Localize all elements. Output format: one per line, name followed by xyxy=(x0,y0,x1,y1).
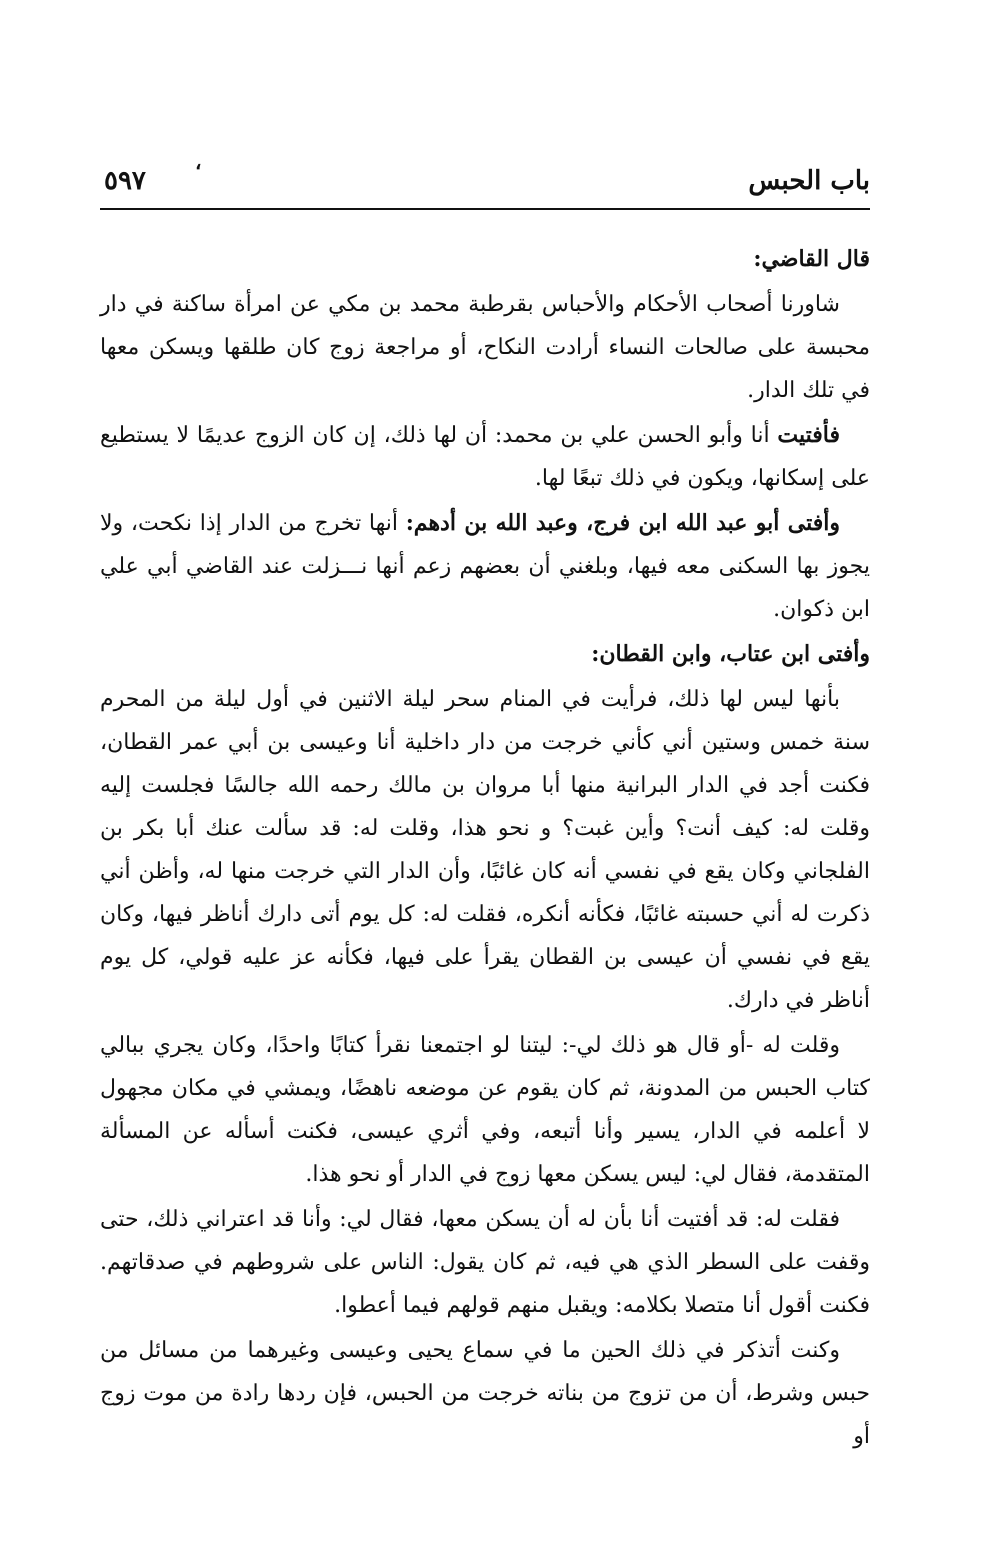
paragraph-fatwa-ibn-faraj xyxy=(100,502,870,631)
paragraph-lead: وأفتى أبو عبد الله ابن فرج، وعبد الله بن أدهم: xyxy=(405,510,840,536)
page-number: ٥٩٧ xyxy=(104,166,146,196)
header-rule xyxy=(100,208,870,210)
paragraph-recollection: وكنت أتذكر في ذلك الحين ما في سماع يحيى وعيسى وغيرهما من مسائل من حبس وشرط، أن من تزوج من بناته خرجت من الحبس، فإن ردها رادة من موت زوج أو xyxy=(100,1338,870,1449)
paragraph-dream: بأنها ليس لها ذلك، فرأيت في المنام سحر ليلة الاثنين في أول ليلة من المحرم سنة خمس وستين أني كأني خرجت من دار داخلية أنا وعيسى بن أبي عمر القطان، فكنت أجد في الدار البرانية منها أبا مروان بن مالك رحمه الله جالسًا فجلست إليه وقلت له: كيف أنت؟ وأين غبت؟ و نحو هذا، وقلت له: قد سألت عنك أبا بكر بن الفلجاني وكان يقع في نفسي أنه كان غائبًا، وأن الدار التي خرجت منها له، وأظن أني ذكرت له أني حسبته غائبًا، فكأنه أنكره، فقلت له: كل يوم أتى دارك أناظر فيها، وكان يقع في نفسي أن عيسى بن القطان يقرأ على فيها، فكأنه عز عليه قولي، كل يوم أناظر في دارك. xyxy=(100,687,870,1013)
paragraph-text: أنها تخرج من الدار إذا نكحت، ولا يجوز بها السكنى معه فيها، وبلغني أن بعضهم زعم أنها نـــزلت عند القاضي أبي علي ابن ذكوان. xyxy=(100,511,870,622)
paragraph-lead: فأفتيت xyxy=(777,422,840,448)
page-header xyxy=(100,150,870,208)
paragraph-fatwa-author xyxy=(100,414,870,500)
paragraph-reading: وقلت له -أو قال هو ذلك لي-: ليتنا لو اجتمعنا نقرأ كتابًا واحدًا، وكان يجري ببالي كتاب الحبس من المدونة، ثم كان يقوم عن موضعه ناهضًا، ويمشي في مكان مجهول لا أعلمه في الدار، يسير وأنا أتبعه، وفي أثري عيسى، فكنت أسأله عن المسألة المتقدمة، فقال لي: ليس يسكن معها زوج في الدار أو نحو هذا. xyxy=(100,1033,870,1187)
body-text xyxy=(100,238,870,1460)
header-mark: ، xyxy=(195,150,202,174)
section-heading-qadi: قال القاضي: xyxy=(753,246,870,272)
paragraph-conditions: فقلت له: قد أفتيت أنا بأن له أن يسكن معها، فقال لي: وأنا قد اعتراني ذلك، حتى وقفت على السطر الذي هي فيه، ثم كان يقول: الناس على شروطهم في صدقاتهم. فكنت أقول أنا متصلا بكلامه: ويقبل منهم قولهم فيما أعطوا. xyxy=(100,1207,870,1318)
section-heading-ibn-attab: وأفتى ابن عتاب، وابن القطان: xyxy=(591,641,870,667)
paragraph-consultation: شاورنا أصحاب الأحكام والأحباس بقرطبة محمد بن مكي عن امرأة ساكنة في دار محبسة على صالحات النساء أرادت النكاح، أو مراجعة زوج كان طلقها ويسكن معها في تلك الدار. xyxy=(100,292,870,403)
paragraph-text: أنا وأبو الحسن علي بن محمد: أن لها ذلك، إن كان الزوج عديمًا لا يستطيع على إسكانها، ويكون في ذلك تبعًا لها. xyxy=(100,423,870,491)
chapter-title: باب الحبس xyxy=(748,166,870,196)
